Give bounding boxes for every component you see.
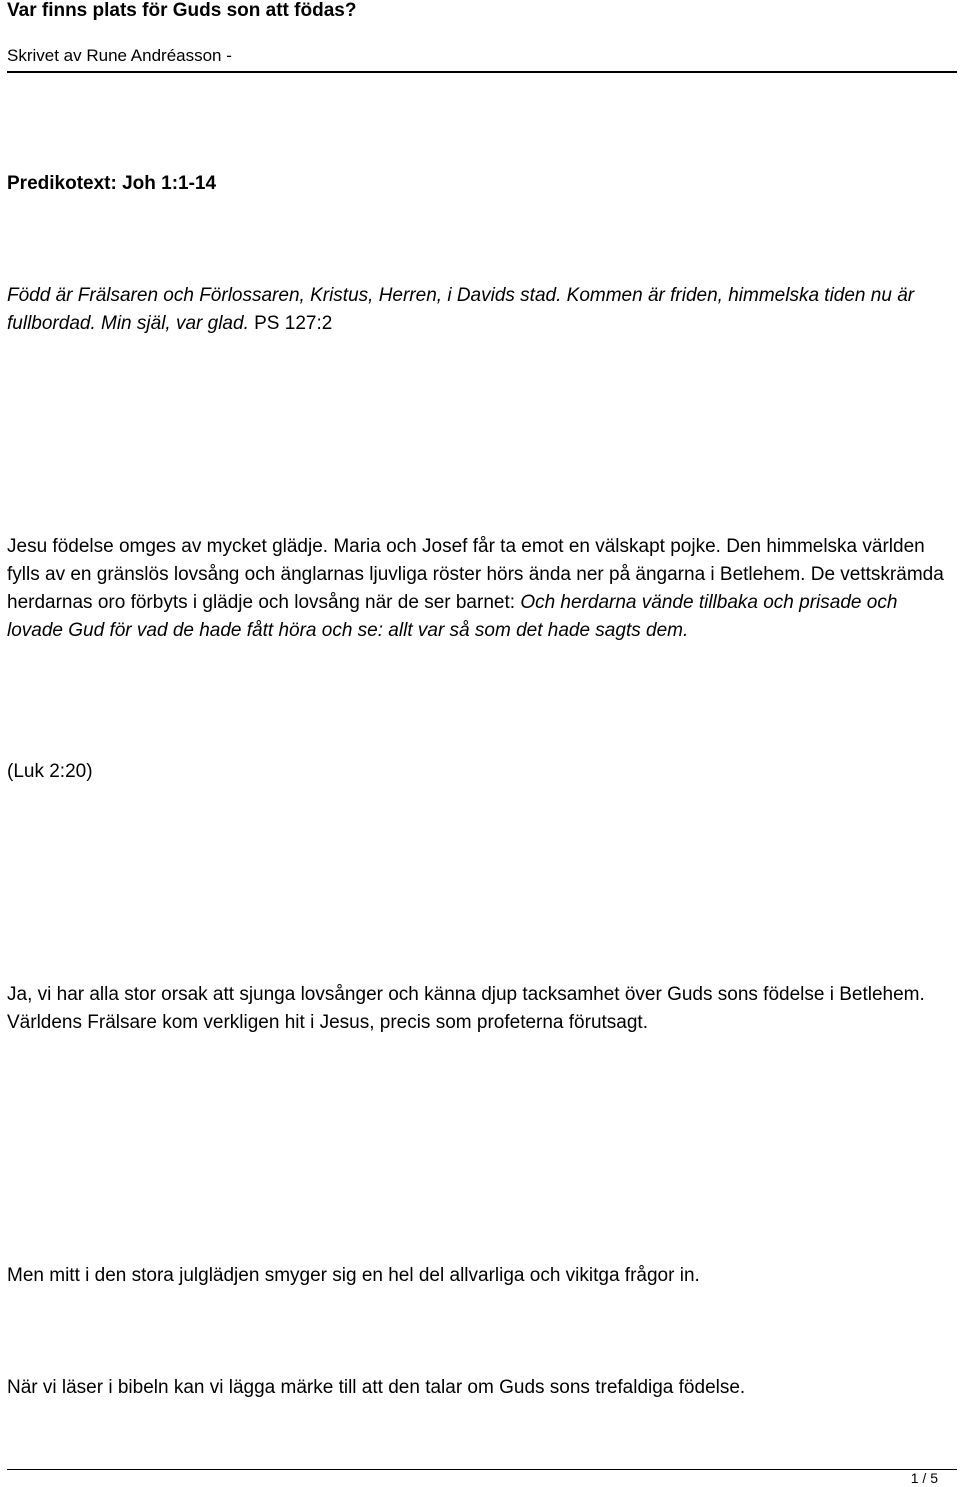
hymn-text: Född är Frälsaren och Förlossaren, Kristus, Herren, i Davids stad. Kommen är friden, himmelska tiden nu är fullbordad. Min själ, var glad. <box>7 285 915 334</box>
scripture-quote: Och herdarna vände tillbaka och prisade och lovade Gud för vad de hade fått höra och se: allt var så som det hade sagts dem. <box>7 592 898 641</box>
footer-divider <box>7 1469 957 1470</box>
hymn-quote <box>7 282 952 338</box>
paragraph-threefold-birth: När vi läser i bibeln kan vi lägga märke till att den talar om Guds sons trefaldiga födelse. <box>7 1377 746 1398</box>
page-number: 1 / 5 <box>910 1470 938 1486</box>
paragraph-questions: Men mitt i den stora julglädjen smyger sig en hel del allvarliga och vikitga frågor in. <box>7 1265 700 1286</box>
header-divider <box>7 71 957 73</box>
author-byline: Skrivet av Rune Andréasson - <box>7 46 232 65</box>
paragraph-gratitude: Ja, vi har alla stor orsak att sjunga lovsånger och känna djup tacksamhet över Guds sons födelse i Betlehem. Världens Frälsare kom verkligen hit i Jesus, precis som profeterna förutsagt. <box>7 984 925 1033</box>
paragraph-birth-joy <box>7 533 952 645</box>
document-title: Var finns plats för Guds son att födas? <box>7 0 357 21</box>
hymn-reference: PS 127:2 <box>254 313 333 334</box>
paragraph-text: Jesu födelse omges av mycket glädje. Maria och Josef får ta emot en välskapt pojke. Den himmelska världen fylls av en gränslös lovsång och änglarnas ljuvliga röster hörs ända ner på ängarna i Betlehem. De vettskrämda herdarnas oro förbyts i glädje och lovsång när de ser barnet: <box>7 536 944 613</box>
scripture-reference: (Luk 2:20) <box>7 761 93 782</box>
sermon-text-heading: Predikotext: Joh 1:1-14 <box>7 173 217 194</box>
